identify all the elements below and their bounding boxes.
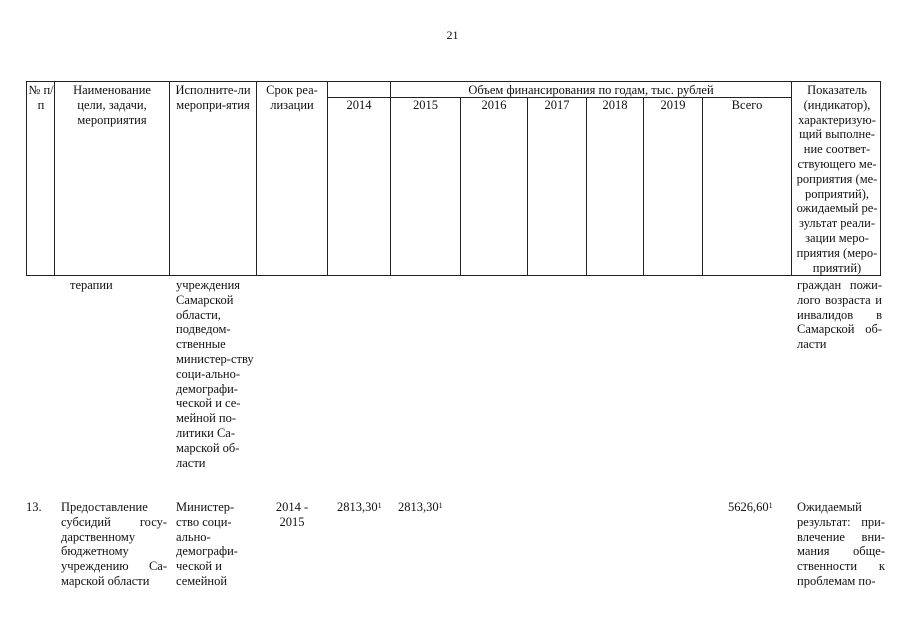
header-year-2015: 2015 bbox=[413, 98, 438, 112]
row-13-indicator: Ожидаемый результат: при-влечение вни-мания обще-ственности к проблемам по- bbox=[797, 500, 885, 588]
col-border bbox=[702, 97, 703, 276]
row-13-term: 2014 - 2015 bbox=[275, 500, 309, 529]
col-border bbox=[586, 97, 587, 276]
col-border bbox=[880, 81, 881, 276]
col-border bbox=[169, 81, 170, 276]
table-header bbox=[26, 81, 881, 275]
col-border bbox=[460, 97, 461, 276]
continuation-name: терапии bbox=[70, 278, 113, 292]
header-col-number: № п/п bbox=[28, 83, 54, 112]
col-border bbox=[791, 81, 792, 276]
header-col-indicator: Показатель (индикатор), характеризую-щий выполне-ние соответ-ствующего ме-роприятия (ме-роприятий), ожидаемый ре-зультат реали-зации меро-приятия (меро-приятий) bbox=[796, 83, 878, 275]
header-year-2014: 2014 bbox=[346, 98, 372, 112]
row-13-name: Предоставление субсидий госу-дарственному бюджетному учреждению Са-марской области bbox=[61, 500, 167, 588]
row-13-executor: Министер-ство соци-ально-демографи-ческой и семейной bbox=[176, 500, 238, 588]
header-col-name: Наименование цели, задачи, мероприятия bbox=[73, 83, 151, 127]
header-col-total: Всего bbox=[731, 98, 763, 112]
continuation-executor: учреждения Самарской области, подведом-ственные министер-ству соци-ально-демографи-ческой и се-мейной по-литики Са-марской об-ласти bbox=[176, 278, 254, 470]
header-col-executor: Исполните-ли меропри-ятия bbox=[175, 83, 251, 112]
header-year-2017: 2017 bbox=[544, 98, 570, 112]
header-year-2016: 2016 bbox=[481, 98, 507, 112]
row-13-number: 13. bbox=[26, 500, 42, 514]
col-border bbox=[26, 81, 27, 276]
header-top-border bbox=[26, 81, 881, 82]
continuation-indicator: граждан пожи-лого возраста и инвалидов в Самарской об-ласти bbox=[797, 278, 882, 352]
col-border bbox=[527, 97, 528, 276]
header-col-financing: Объем финансирования по годам, тыс. рублей bbox=[468, 83, 714, 97]
col-border bbox=[54, 81, 55, 276]
row-13-total: 5626,60$^1$ bbox=[728, 500, 773, 514]
header-col-term: Срок реа-лизации bbox=[266, 83, 318, 112]
header-year-2018: 2018 bbox=[602, 98, 628, 112]
page-number: 21 bbox=[446, 28, 459, 42]
col-border bbox=[643, 97, 644, 276]
row-13-value-2015: 2813,30$^1$ bbox=[398, 500, 443, 514]
col-border bbox=[256, 81, 257, 276]
header-bottom-border bbox=[26, 275, 881, 276]
row-13-value-2014: 2813,30$^1$ bbox=[337, 500, 382, 514]
header-year-2019: 2019 bbox=[660, 98, 686, 112]
